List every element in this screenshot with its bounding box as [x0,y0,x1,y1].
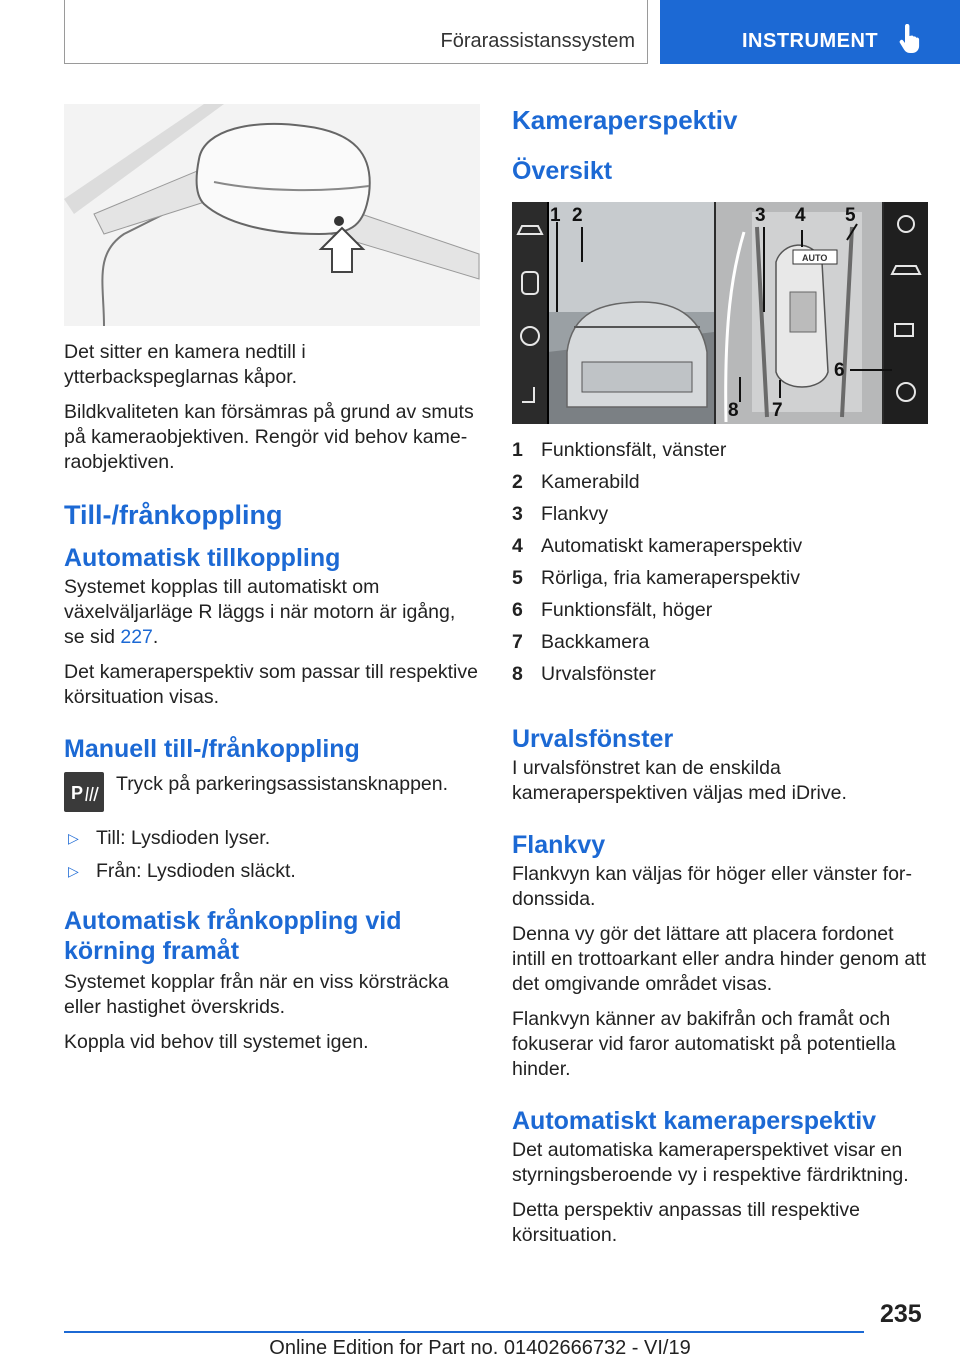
flank-paragraph-1: Flankvyn kan väljas för höger eller vänster fordonssida. [512,863,912,910]
selection-window-paragraph: I urvalsfönstret kan de enskilda kameraperspektiven väljas med iDrive. [512,757,847,804]
heading-flank-view: Flankvy [512,831,606,859]
heading-automatic-off: Automatisk frånkoppling vid körning framåt [64,907,402,965]
svg-text:5: 5 [845,205,856,226]
automatic-on-paragraph-2: Det kameraperspektiv som passar till respektive körsituation visas. [64,661,478,708]
header-section-title: Förarassistanssystem [440,30,635,52]
automatic-on-paragraph: Systemet kopplas till automatiskt om växelväljarläge R läggs i när motorn är igång, se sid 227. [64,576,456,648]
left-column [64,104,480,1065]
header-section-box [64,0,648,64]
parking-assist-button-icon [64,772,104,812]
header-chapter-tab[interactable] [660,0,960,64]
legend-list [512,434,928,690]
hand-pointer-icon [896,24,924,54]
page-reference-link[interactable]: 227 [120,626,153,648]
legend-item: 6 Funktionsfält, höger [512,599,713,621]
heading-overview: Översikt [512,157,613,185]
legend-item: 1 Funktionsfält, vänster [512,439,727,461]
svg-text:8: 8 [728,400,739,421]
flank-paragraph-3: Flankvyn känner av bakifrån och framåt och fokuserar vid faror automatiskt på potentiella hinder. [512,1008,896,1080]
legend-item: 7 Backkamera [512,631,650,653]
svg-text:2: 2 [572,205,583,226]
heading-automatic-on: Automatisk tillkoppling [64,544,341,572]
automatic-perspective-paragraph-2: Detta perspektiv anpassas till respektive körsituation. [512,1199,860,1246]
mirror-camera-paragraph: Det sitter en kamera nedtill i ytterbackspeglarnas kåpor. [64,341,306,388]
svg-text:4: 4 [795,205,806,226]
image-quality-paragraph: Bildkvaliteten kan försämras på grund av smuts på kameraobjektiven. Rengör vid behov kameraobjektiven. [64,401,474,473]
svg-text:6: 6 [834,360,845,381]
heading-selection-window: Urvalsfönster [512,725,674,753]
bullet-item: ▷ Till: Lysdioden lyser. [68,827,271,849]
reactivate-paragraph: Koppla vid behov till systemet igen. [64,1031,369,1053]
automatic-off-paragraph: Systemet kopplar från när en viss körsträcka eller hastighet överskrids. [64,971,449,1018]
camera-display-diagram [512,202,928,424]
header-chapter-label: INSTRUMENT [742,30,879,52]
page-number: 235 [880,1300,922,1328]
heading-camera-perspective: Kameraperspektiv [512,105,738,135]
heading-automatic-perspective: Automatiskt kameraperspektiv [512,1107,877,1135]
legend-item: 8 Urvalsfönster [512,663,656,685]
flank-paragraph-2: Denna vy gör det lättare att placera fordonet intill en trottoarkant eller andra hinder genom att det omgivande området visas. [512,923,927,995]
svg-text:7: 7 [772,400,783,421]
automatic-perspective-paragraph-1: Det automatiska kameraperspektivet visar en styrningsberoende vy i respektive färdriktning. [512,1139,909,1186]
legend-item: 3 Flankvy [512,503,609,525]
svg-text:AUTO: AUTO [802,253,828,263]
heading-manual-on-off: Manuell till-/frånkoppling [64,735,360,763]
svg-text:P: P [71,783,84,803]
heading-switch-on-off: Till-/frånkoppling [64,500,283,530]
right-column [512,104,928,1258]
footer-divider [64,1331,864,1333]
legend-item: 2 Kamerabild [512,471,640,493]
svg-text:1: 1 [550,205,561,226]
legend-item: 5 Rörliga, fria kameraperspektiv [512,567,801,589]
manual-instruction: Tryck på parkeringsassistansknappen. [116,773,449,795]
footer-edition: Online Edition for Part no. 01402666732 - VI/19 [269,1337,691,1359]
bullet-item: ▷ Från: Lysdioden släckt. [68,860,296,882]
mirror-camera-photo [64,104,480,326]
svg-text:3: 3 [755,205,766,226]
parking-button-row [64,772,480,812]
legend-item: 4 Automatiskt kameraperspektiv [512,535,803,557]
